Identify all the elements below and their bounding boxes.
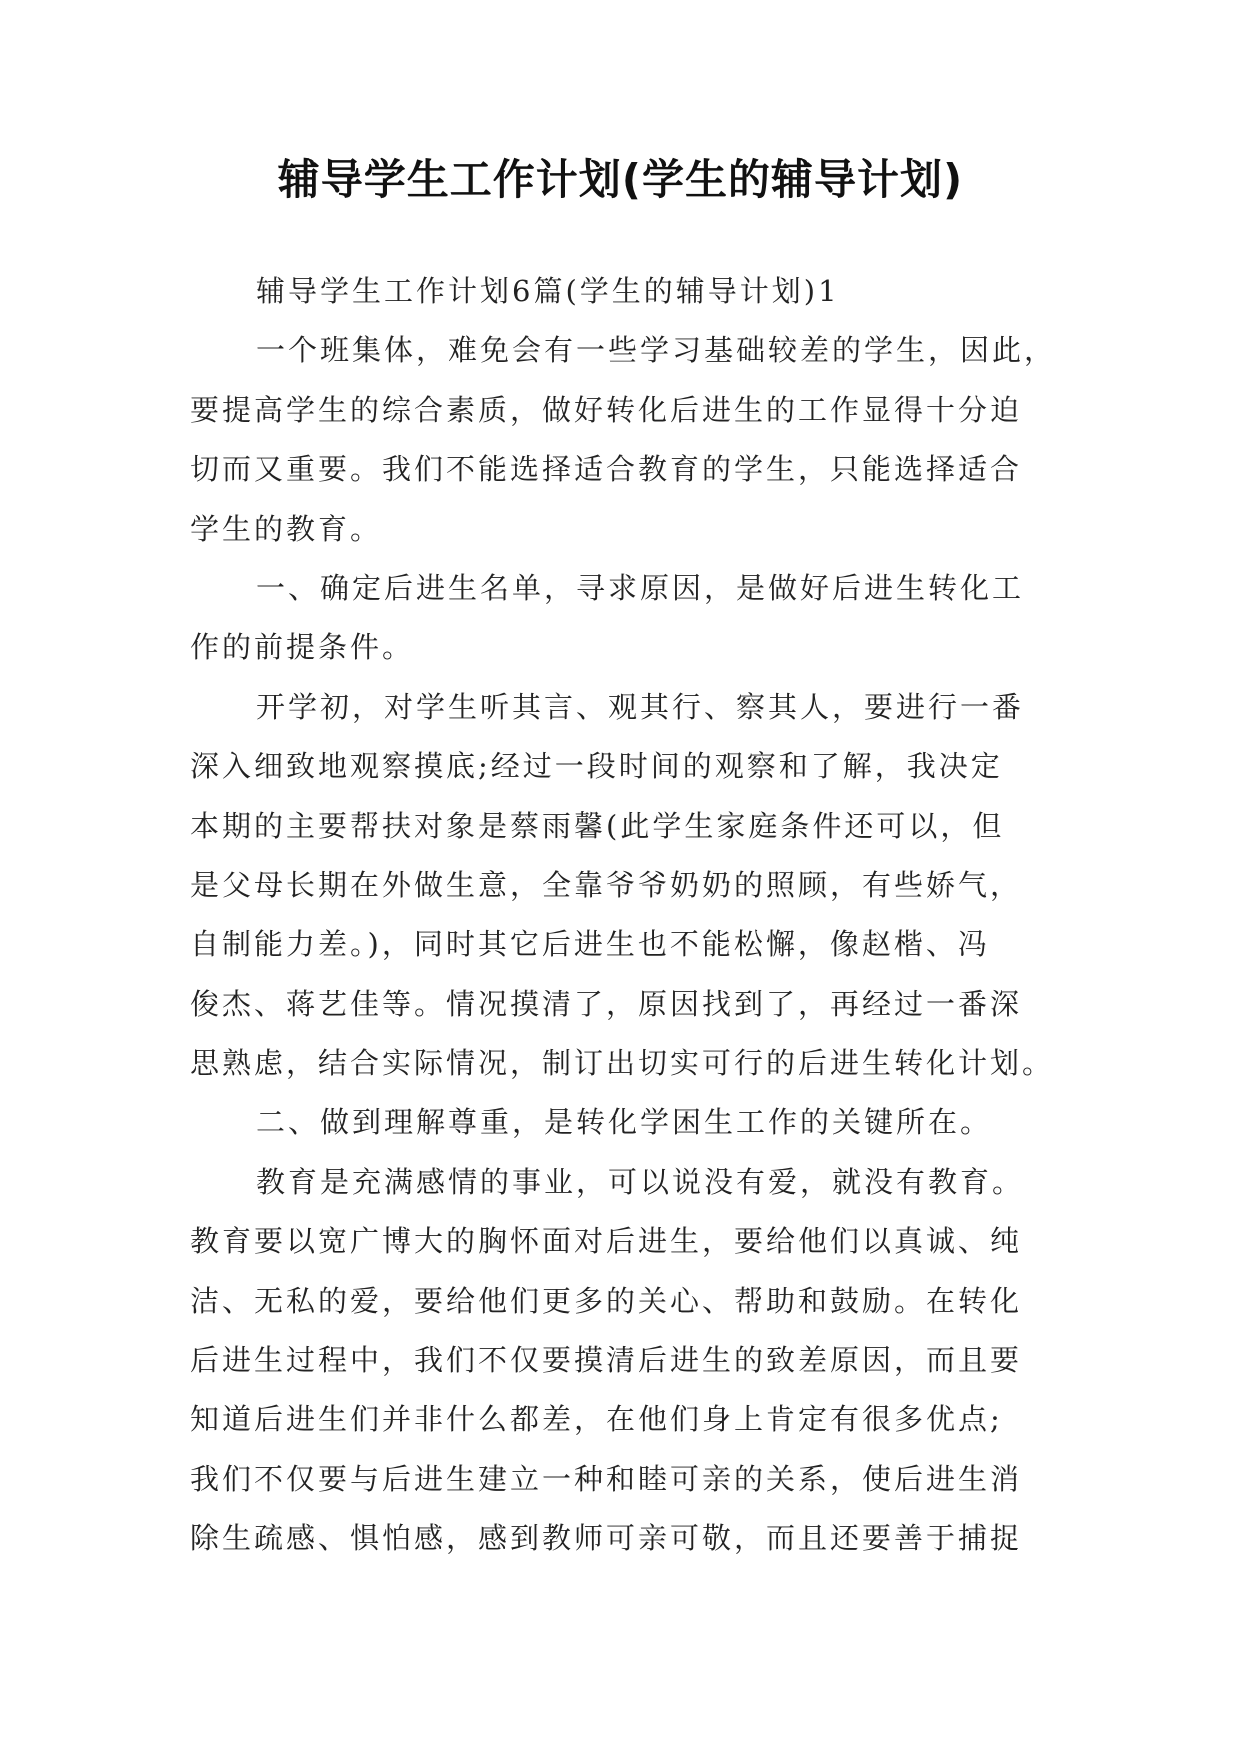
text-line: 开学初，对学生听其言、观其行、察其人，要进行一番 xyxy=(256,689,1025,724)
text-line: 俊杰、蒋艺佳等。情况摸清了，原因找到了，再经过一番深 xyxy=(190,986,1023,1021)
text-line: 一个班集体，难免会有一些学习基础较差的学生，因此， xyxy=(256,333,1057,368)
text-line: 学生的教育。 xyxy=(190,511,383,546)
document-body xyxy=(190,262,1057,1569)
text-line: 教育要以宽广博大的胸怀面对后进生，要给他们以真诚、纯 xyxy=(190,1224,1023,1259)
document-title: 辅导学生工作计划(学生的辅导计划) xyxy=(277,155,964,204)
text-line: 一、确定后进生名单，寻求原因，是做好后进生转化工 xyxy=(256,570,1025,605)
text-line: 是父母长期在外做生意，全靠爷爷奶奶的照顾，有些娇气， xyxy=(190,867,1023,902)
text-line: 我们不仅要与后进生建立一种和睦可亲的关系，使后进生消 xyxy=(190,1461,1023,1496)
text-line: 深入细致地观察摸底;经过一段时间的观察和了解，我决定 xyxy=(190,749,1003,784)
text-line: 切而又重要。我们不能选择适合教育的学生，只能选择适合 xyxy=(190,452,1023,487)
text-line: 后进生过程中，我们不仅要摸清后进生的致差原因，而且要 xyxy=(190,1343,1023,1378)
text-line: 作的前提条件。 xyxy=(190,630,415,665)
text-line: 洁、无私的爱，要给他们更多的关心、帮助和鼓励。在转化 xyxy=(190,1283,1023,1318)
text-line: 二、做到理解尊重，是转化学困生工作的关键所在。 xyxy=(256,1105,993,1140)
text-line: 自制能力差。)，同时其它后进生也不能松懈，像赵楷、冯 xyxy=(190,927,990,962)
text-line: 思熟虑，结合实际情况，制订出切实可行的后进生转化计划。 xyxy=(190,1046,1055,1081)
text-line: 辅导学生工作计划6篇(学生的辅导计划)1 xyxy=(256,274,840,308)
text-line: 教育是充满感情的事业，可以说没有爱，就没有教育。 xyxy=(256,1164,1025,1199)
text-line: 要提高学生的综合素质，做好转化后进生的工作显得十分迫 xyxy=(190,392,1023,427)
text-line: 知道后进生们并非什么都差，在他们身上肯定有很多优点; xyxy=(190,1402,1003,1437)
text-line: 除生疏感、惧怕感，感到教师可亲可敬，而且还要善于捕捉 xyxy=(190,1521,1023,1556)
text-line: 本期的主要帮扶对象是蔡雨馨(此学生家庭条件还可以，但 xyxy=(190,808,1005,843)
